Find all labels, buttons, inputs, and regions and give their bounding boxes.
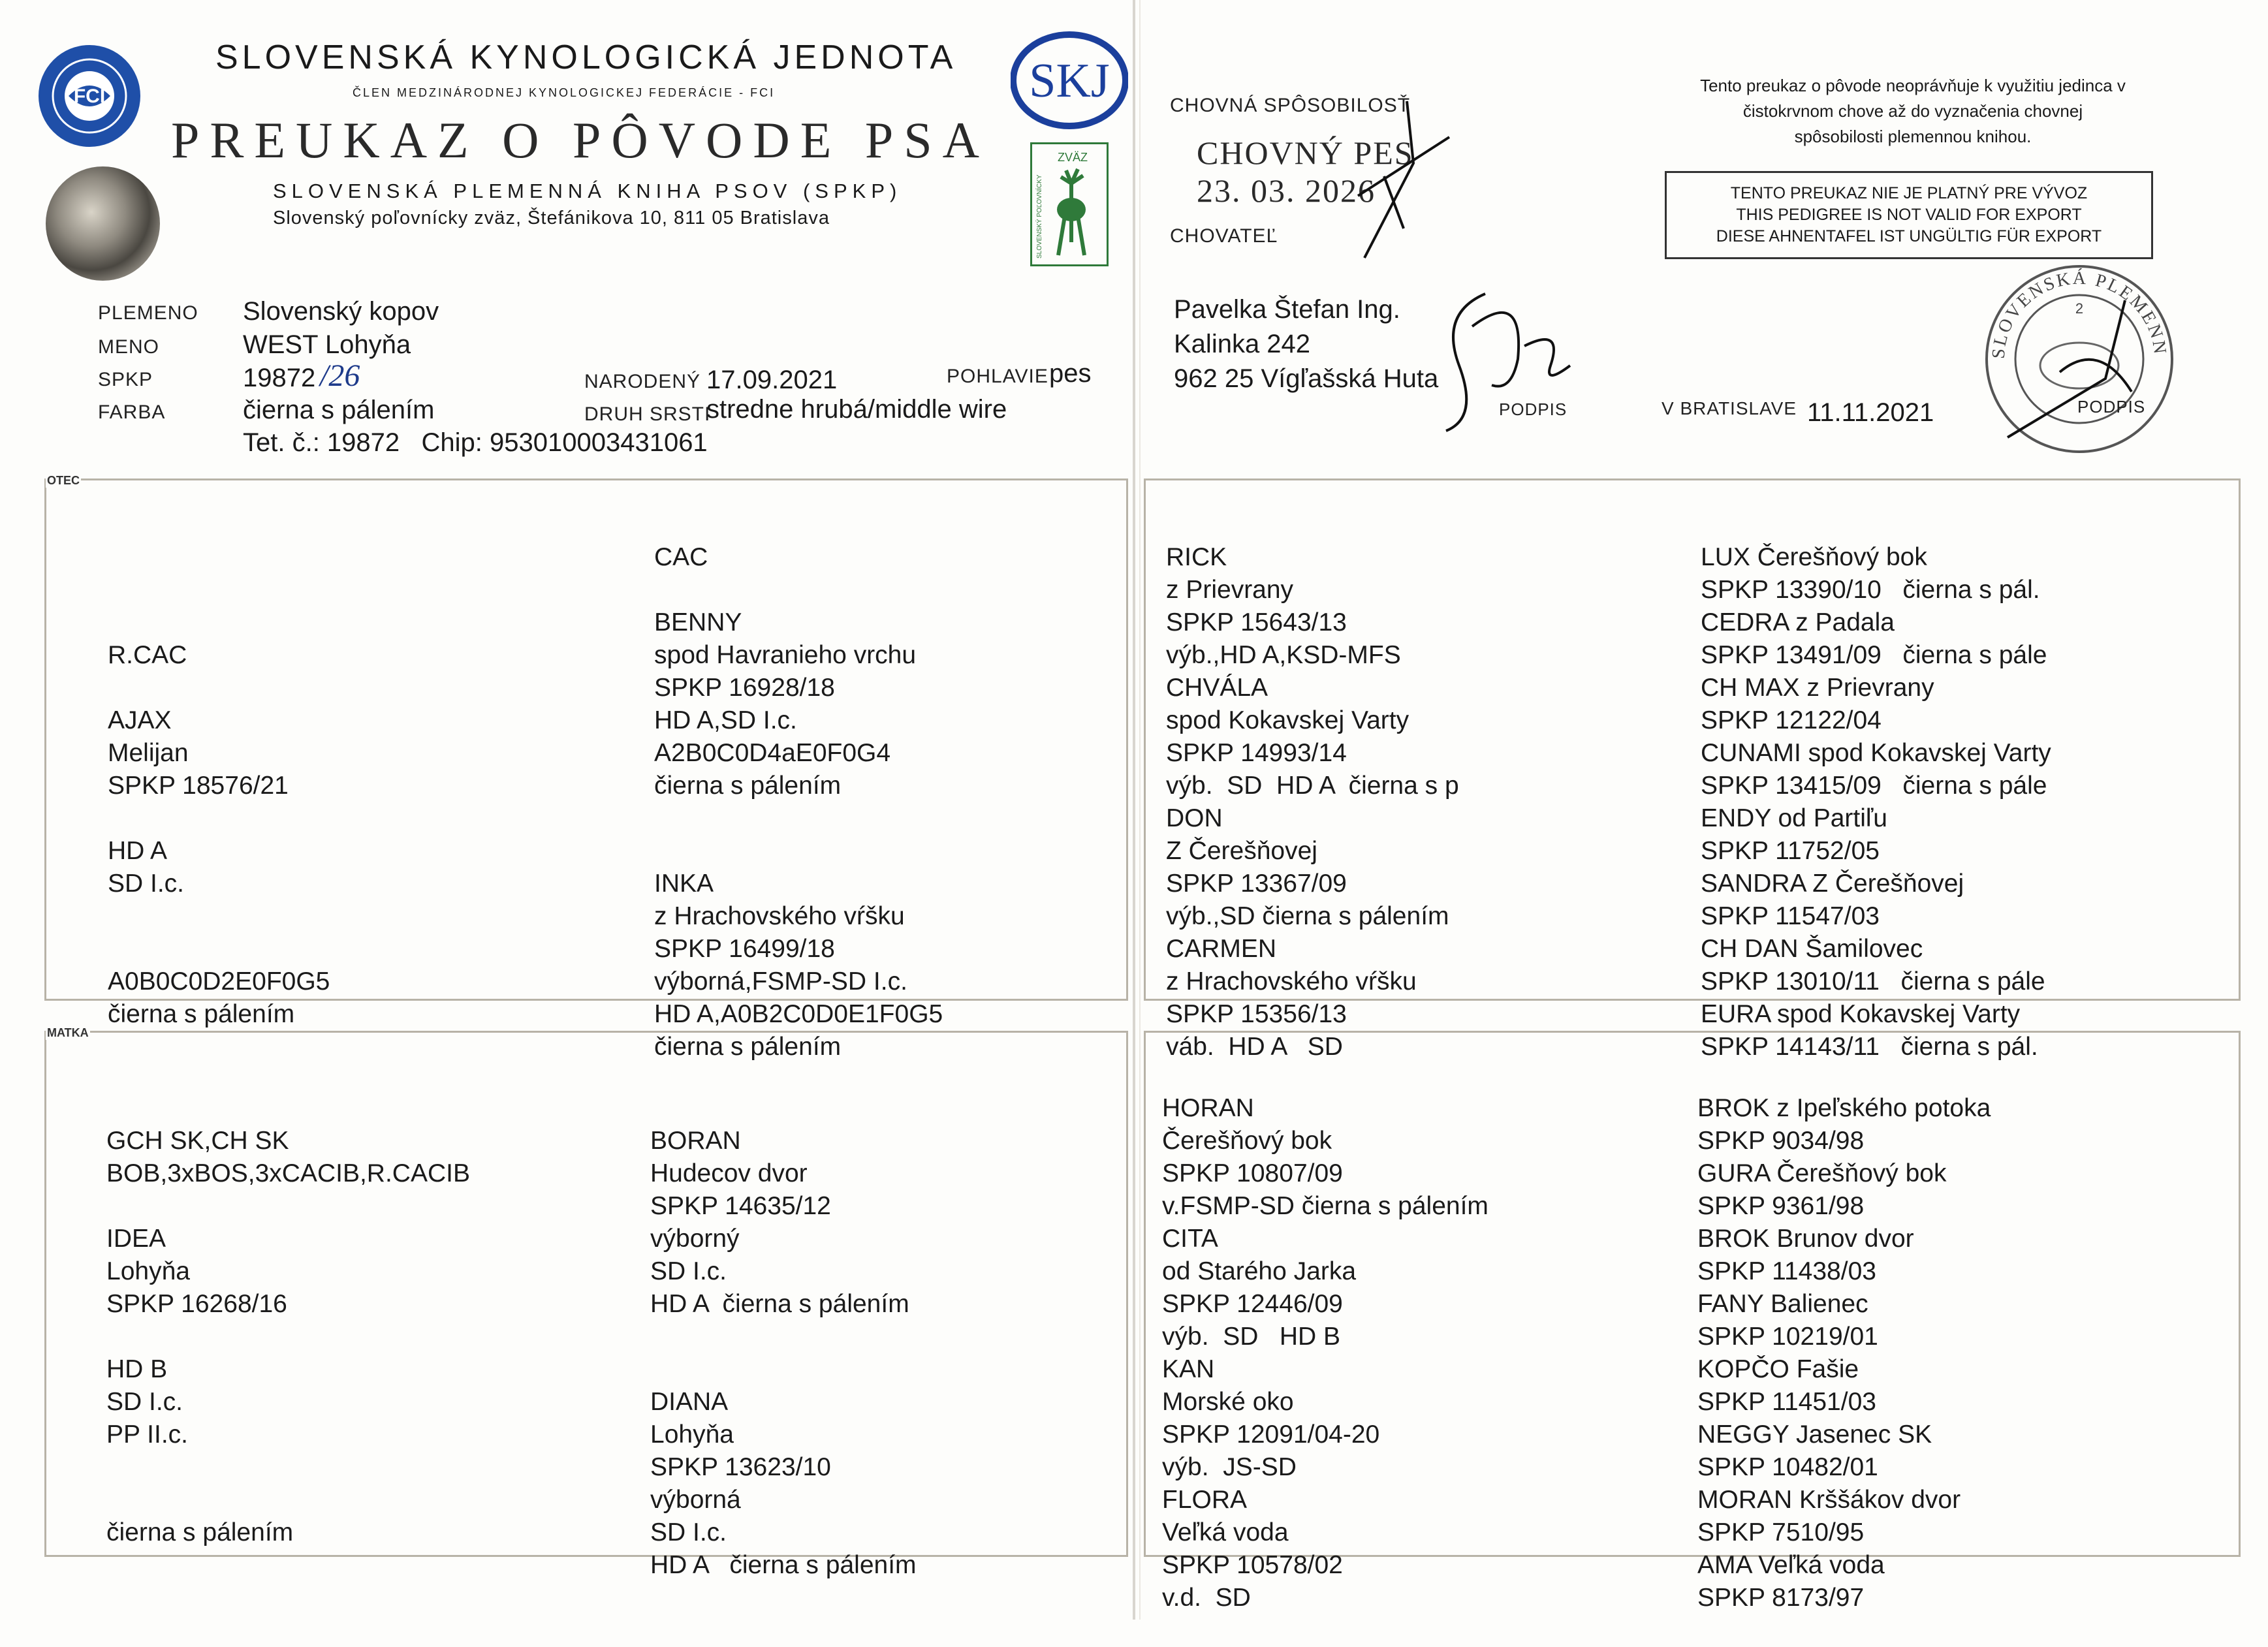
pedigree-line: HD A čierna s pálením xyxy=(650,1551,917,1579)
pedigree-line xyxy=(654,574,943,606)
pedigree-line: v.FSMP-SD čierna s pálením xyxy=(1162,1192,1488,1220)
org-subtitle: ČLEN MEDZINÁRODNEJ KYNOLOGICKEJ FEDERÁCIE - FCI xyxy=(353,86,776,99)
pedigree-line xyxy=(654,835,943,868)
breeder-street: Kalinka 242 xyxy=(1174,330,1311,358)
pedigree-line: INKA xyxy=(654,870,714,898)
born-value: 17.09.2021 xyxy=(706,366,838,394)
pedigree-line xyxy=(108,574,330,606)
pedigree-line: od Starého Jarka xyxy=(1162,1257,1357,1285)
sex-value: pes xyxy=(1049,359,1092,388)
color-value: čierna s pálením xyxy=(243,396,435,424)
pedigree-line: SANDRA Z Čerešňovej xyxy=(1701,870,1964,898)
coat-value: stredne hrubá/middle wire xyxy=(706,395,1007,424)
pedigree-line: SPKP 13623/10 xyxy=(650,1453,831,1481)
pedigree-line: čierna s pálením xyxy=(106,1518,294,1546)
pedigree-line: SPKP 11547/03 xyxy=(1701,902,1880,930)
pedigree-line: SD I.c. xyxy=(650,1518,727,1546)
sire-box-label: OTEC xyxy=(47,474,80,487)
breeding-stamp-1: CHOVNÝ PES xyxy=(1197,134,1414,171)
breeding-label: CHOVNÁ SPÔSOBILOSŤ xyxy=(1170,95,1411,116)
pedigree-line: HD A,A0B2C0D0E1F0G5 xyxy=(654,1000,943,1028)
pedigree-line: výb. SD HD B xyxy=(1162,1323,1341,1351)
pedigree-line: SPKP 10219/01 xyxy=(1697,1323,1878,1351)
pedigree-line xyxy=(106,1092,470,1125)
pedigree-line xyxy=(106,1190,470,1223)
pedigree-line: z Prievrany xyxy=(1166,576,1294,604)
pedigree-line xyxy=(106,1451,470,1484)
pedigree-line: SPKP 12091/04-20 xyxy=(1162,1420,1380,1449)
breeding-notice: Tento preukaz o pôvode neoprávňuje k využitiu jedinca v čistokrvnom chove až do vyznačenia chovnej spôsobilosti plemennou knihou. xyxy=(1700,76,2126,146)
pedigree-line: FLORA xyxy=(1162,1486,1248,1514)
pedigree-line: váb. HD A SD xyxy=(1166,1033,1343,1061)
pedigree-line: Morské oko xyxy=(1162,1388,1294,1416)
tattoo-chip: Tet. č.: 19872 Chip: 953010003431061 xyxy=(243,428,708,457)
dam-col-ancestors xyxy=(1697,1027,1991,1647)
pedigree-line: CITA xyxy=(1162,1225,1218,1253)
pedigree-line xyxy=(654,802,943,835)
pedigree-line: DIANA xyxy=(650,1388,729,1416)
seal-number: 2 xyxy=(2075,300,2084,317)
pedigree-line: HD A,SD I.c. xyxy=(654,706,797,734)
pedigree-line: SPKP 12446/09 xyxy=(1162,1290,1343,1318)
pedigree-line xyxy=(108,541,330,574)
page-fold-shadow xyxy=(1139,0,1141,1620)
pedigree-line: SPKP 8173/97 xyxy=(1697,1584,1865,1612)
pedigree-line xyxy=(650,1321,917,1353)
pedigree-line: SPKP 13367/09 xyxy=(1166,870,1347,898)
pedigree-line: SPKP 16499/18 xyxy=(654,935,835,963)
official-seal xyxy=(1981,261,2177,457)
pedigree-line: AJAX xyxy=(108,706,172,734)
pedigree-line: CEDRA z Padala xyxy=(1701,608,1895,636)
pedigree-line: SPKP 16928/18 xyxy=(654,674,835,702)
org-name: SLOVENSKÁ KYNOLOGICKÁ JEDNOTA xyxy=(215,39,957,76)
breeder-sign-label: PODPIS xyxy=(1499,400,1567,419)
pedigree-line: SPKP 13390/10 čierna s pál. xyxy=(1701,576,2040,604)
dam-col-grandparents xyxy=(650,1027,917,1614)
pedigree-line: SPKP 11438/03 xyxy=(1697,1257,1876,1285)
breeder-label: CHOVATEĽ xyxy=(1170,225,1278,247)
book-name: SLOVENSKÁ PLEMENNÁ KNIHA PSOV (SPKP) xyxy=(273,180,902,202)
pedigree-line: SPKP 18576/21 xyxy=(108,772,289,800)
pedigree-line: BROK Brunov dvor xyxy=(1697,1225,1914,1253)
issue-place: V BRATISLAVE xyxy=(1662,398,1797,418)
pedigree-line: SPKP 13010/11 čierna s pále xyxy=(1701,967,2045,996)
pedigree-line: SPKP 11451/03 xyxy=(1697,1388,1876,1416)
pedigree-line: Melijan xyxy=(108,739,189,767)
pedigree-line xyxy=(108,672,330,704)
breed-label: PLEMENO xyxy=(98,302,198,324)
pedigree-line: BROK z Ipeľského potoka xyxy=(1697,1094,1991,1122)
pedigree-line: SPKP 13415/09 čierna s pále xyxy=(1701,772,2047,800)
pedigree-line: HD B xyxy=(106,1355,168,1383)
skj-logo-text: SKJ xyxy=(1029,54,1110,108)
skj-logo xyxy=(1011,31,1128,129)
pedigree-line: Lohyňa xyxy=(106,1257,190,1285)
pedigree-line: Lohyňa xyxy=(650,1420,734,1449)
pedigree-line: HORAN xyxy=(1162,1094,1254,1122)
pedigree-line: výb. SD HD A čierna s p xyxy=(1166,772,1459,800)
pedigree-line: KAN xyxy=(1162,1355,1215,1383)
pedigree-line: výborná,FSMP-SD I.c. xyxy=(654,967,907,996)
pedigree-line: SPKP 14993/14 xyxy=(1166,739,1347,767)
pedigree-line: čierna s pálením xyxy=(108,1000,295,1028)
pedigree-line xyxy=(650,1353,917,1386)
issue-sign-label: PODPIS xyxy=(2077,397,2146,416)
pedigree-line: čierna s pálením xyxy=(654,772,842,800)
spkp-value: 19872 xyxy=(243,364,316,392)
pedigree-line xyxy=(108,900,330,933)
pedigree-line: ENDY od Partiľu xyxy=(1701,804,1887,832)
breeder-city: 962 25 Vígľašská Huta xyxy=(1174,364,1439,393)
pedigree-line: A2B0C0D4aE0F0G4 xyxy=(654,739,891,767)
pedigree-line: SPKP 14143/11 čierna s pál. xyxy=(1701,1033,2038,1061)
pedigree-line: NEGGY Jasenec SK xyxy=(1697,1420,1932,1449)
pedigree-line: SPKP 16268/16 xyxy=(106,1290,287,1318)
pedigree-line: BORAN xyxy=(650,1127,741,1155)
pedigree-line: Hudecov dvor xyxy=(650,1159,808,1187)
name-label: MENO xyxy=(98,336,159,358)
export-line-1: TENTO PREUKAZ NIE JE PLATNÝ PRE VÝVOZ xyxy=(1730,184,2088,202)
color-label: FARBA xyxy=(98,401,166,423)
pedigree-line: z Hrachovského vŕšku xyxy=(1166,967,1417,996)
page-fold xyxy=(1133,0,1135,1620)
pedigree-line: výb.,SD čierna s pálením xyxy=(1166,902,1449,930)
pedigree-line: GCH SK,CH SK xyxy=(106,1127,289,1155)
pedigree-line: výborný xyxy=(650,1225,740,1253)
fci-logo xyxy=(36,42,144,150)
export-line-3: DIESE AHNENTAFEL IST UNGÜLTIG FÜR EXPORT xyxy=(1716,227,2102,245)
pedigree-line: RICK xyxy=(1166,543,1227,571)
pedigree-line: SPKP 12122/04 xyxy=(1701,706,1882,734)
pedigree-line: SPKP 11752/05 xyxy=(1701,837,1880,865)
pedigree-line: AMA Veľká voda xyxy=(1697,1551,1885,1579)
pedigree-line: R.CAC xyxy=(108,641,187,669)
pedigree-line: SPKP 10807/09 xyxy=(1162,1159,1343,1187)
fci-logo-text: FCI xyxy=(73,86,106,107)
pedigree-line xyxy=(106,1484,470,1516)
pedigree-line: SPKP 9034/98 xyxy=(1697,1127,1865,1155)
pedigree-line: SPKP 15643/13 xyxy=(1166,608,1347,636)
pedigree-line: CHVÁLA xyxy=(1166,674,1268,702)
breeding-signature xyxy=(1345,98,1456,268)
pedigree-line: HD A xyxy=(108,837,168,865)
spkp-handwritten: /26 xyxy=(320,358,360,393)
pedigree-line: DON xyxy=(1166,804,1223,832)
pedigree-line: SPKP 14635/12 xyxy=(650,1192,831,1220)
pedigree-line xyxy=(108,606,330,639)
pedigree-line: SD I.c. xyxy=(106,1388,183,1416)
address: Slovenský poľovnícky zväz, Štefánikova 10, 811 05 Bratislava xyxy=(273,208,830,228)
pedigree-line: MORAN Krššákov dvor xyxy=(1697,1486,1961,1514)
pedigree-line: v.d. SD xyxy=(1162,1584,1251,1612)
pedigree-line: FANY Balienec xyxy=(1697,1290,1868,1318)
breed-value: Slovenský kopov xyxy=(243,297,439,326)
pedigree-line: spod Havranieho vrchu xyxy=(654,641,917,669)
pedigree-line: PP II.c. xyxy=(106,1420,188,1449)
doc-title: PREUKAZ O PÔVODE PSA xyxy=(171,112,990,168)
born-label: NARODENÝ xyxy=(584,371,701,392)
sire-col-grandparents xyxy=(654,476,943,1096)
seal-text: SLOVENSKÁ PLEMENN xyxy=(1988,268,2171,360)
export-line-2: THIS PEDIGREE IS NOT VALID FOR EXPORT xyxy=(1736,206,2082,224)
pedigree-line: LUX Čerešňový bok xyxy=(1701,543,1927,571)
pedigree-line: A0B0C0D2E0F0G5 xyxy=(108,967,330,996)
pedigree-line: výb. JS-SD xyxy=(1162,1453,1297,1481)
pedigree-line: SPKP 10482/01 xyxy=(1697,1453,1878,1481)
pedigree-line: spod Kokavskej Varty xyxy=(1166,706,1410,734)
sex-label: POHLAVIE xyxy=(947,366,1048,387)
dam-col-great-grandparents xyxy=(1162,1027,1488,1647)
pedigree-line xyxy=(650,1092,917,1125)
pedigree-line: SPKP 13491/09 čierna s pále xyxy=(1701,641,2047,669)
pedigree-line: Čerešňový bok xyxy=(1162,1127,1332,1155)
pedigree-line: IDEA xyxy=(106,1225,166,1253)
spz-logo-text: ZVÄZ xyxy=(1057,151,1088,164)
dam-col-parent xyxy=(106,1027,470,1582)
pedigree-line: SD I.c. xyxy=(650,1257,727,1285)
spkp-label: SPKP xyxy=(98,369,153,390)
pedigree-line: CUNAMI spod Kokavskej Varty xyxy=(1701,739,2051,767)
pedigree-line: SD I.c. xyxy=(108,870,185,898)
pedigree-line: výborná xyxy=(650,1486,741,1514)
pedigree-line: SPKP 7510/95 xyxy=(1697,1518,1865,1546)
pedigree-line: KOPČO Fašie xyxy=(1697,1355,1859,1383)
sire-col-ancestors xyxy=(1701,476,2051,1096)
pedigree-line: čierna s pálením xyxy=(654,1033,842,1061)
pedigree-line: výb.,HD A,KSD-MFS xyxy=(1166,641,1401,669)
name-value: WEST Lohyňa xyxy=(243,330,411,359)
pedigree-line: CARMEN xyxy=(1166,935,1277,963)
pedigree-line xyxy=(108,933,330,965)
dam-box-label: MATKA xyxy=(47,1026,89,1039)
spz-logo-side: SLOVENSKÝ POĽOVNÍCKY xyxy=(1036,174,1043,259)
pedigree-line xyxy=(108,802,330,835)
pedigree-line: SPKP 10578/02 xyxy=(1162,1551,1343,1579)
pedigree-line: Veľká voda xyxy=(1162,1518,1289,1546)
pedigree-line: SPKP 9361/98 xyxy=(1697,1192,1865,1220)
pedigree-line xyxy=(106,1321,470,1353)
breeding-stamp-2: 23. 03. 2026 xyxy=(1197,172,1376,209)
breeder-name: Pavelka Štefan Ing. xyxy=(1174,295,1400,324)
sire-col-great-grandparents xyxy=(1166,476,1459,1096)
pedigree-line: HD A čierna s pálením xyxy=(650,1290,909,1318)
pedigree-line: BENNY xyxy=(654,608,742,636)
pedigree-line: CH MAX z Prievrany xyxy=(1701,674,1934,702)
pedigree-line: EURA spod Kokavskej Varty xyxy=(1701,1000,2021,1028)
pedigree-line: SPKP 15356/13 xyxy=(1166,1000,1347,1028)
sire-col-parent xyxy=(108,476,330,1063)
pedigree-line: BOB,3xBOS,3xCACIB,R.CACIB xyxy=(106,1159,470,1187)
pedigree-line: CH DAN Šamilovec xyxy=(1701,935,1923,963)
export-box xyxy=(1665,171,2153,259)
pedigree-line: Z Čerešňovej xyxy=(1166,837,1317,865)
pedigree-line: CAC xyxy=(654,543,708,571)
spz-logo xyxy=(1030,142,1109,266)
pedigree-line: z Hrachovského vŕšku xyxy=(654,902,905,930)
issue-date: 11.11.2021 xyxy=(1807,398,1934,427)
coat-label: DRUH SRSTI xyxy=(584,403,711,425)
hologram-seal xyxy=(46,166,160,281)
pedigree-line: GURA Čerešňový bok xyxy=(1697,1159,1947,1187)
